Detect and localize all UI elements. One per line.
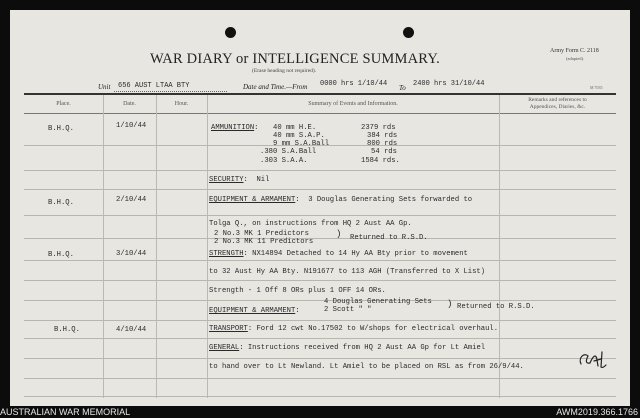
entry-heading-equipment: EQUIPMENT & ARMAMENT: [209,307,300,315]
ammo-item-qty: 54 rds [371,148,397,156]
brace-icon: ) [447,299,453,309]
ammo-item-name: .380 S.A.Ball [260,148,317,156]
form-number: Army Form C. 2118 [550,48,599,54]
column-header-hour: Hour. [174,101,189,107]
entry-place: B.H.Q. [48,251,74,259]
entry-place: B.H.Q. [54,326,80,334]
entry-date: 2/10/44 [116,196,147,204]
column-header-remarks: Remarks and references to Appendices, Diaries, &c. [528,97,587,110]
column-header-place: Place. [56,101,71,107]
entry-text: GENERAL: Instructions received from HQ 2 Aust AA Gp for Lt Amiel [209,344,486,352]
ammo-item-qty: 384 rds [367,132,398,140]
ammo-item-name: 9 mm S.A.Ball [273,140,330,148]
unit-value: 656 AUST LTAA BTY [118,82,190,90]
punch-hole-right [403,27,414,38]
returned-note: Returned to R.S.D. [457,303,535,311]
ammo-item-qty: 2379 rds [361,124,396,132]
entry-text: to 32 Aust Hy AA Bty. N191677 to 113 AGH (Transferred to X List) [209,268,486,276]
date-to-value: 2400 hrs 31/10/44 [413,80,485,88]
entry-text: to hand over to Lt Newland. Lt Amiel to be placed on RSL as from 26/9/44. [209,363,524,371]
date-from-value: 0000 hrs 1/10/44 [320,80,388,88]
entry-text: Tolga Q., on instructions from HQ 2 Aust AA Gp. [209,220,412,228]
ammo-item-qty: 1584 rds. [361,157,400,165]
entry-date: 1/10/44 [116,122,147,130]
form-subtitle: (Erase heading not required). [252,68,317,74]
returned-note: Returned to R.S.D. [350,234,428,242]
entry-text: EQUIPMENT & ARMAMENT: 3 Douglas Generating Sets forwarded to [209,196,473,204]
ammo-item-name: 40 mm H.E. [273,124,317,132]
footer-credit: AUSTRALIAN WAR MEMORIAL [0,407,131,417]
form-reference: M 7035 [590,85,603,90]
ammo-item-name: 40 mm S.A.P. [273,132,325,140]
generator-list: 4 Douglas Generating Sets 2 Scott " " [324,298,432,314]
entry-text: Strength - 1 Off 8 ORs plus 1 OFF 14 ORs. [209,287,386,295]
entry-text: STRENGTH: NX14894 Detached to 14 Hy AA Bty prior to movement [209,250,468,258]
entry-date: 4/10/44 [116,326,147,334]
diary-sheet [10,10,630,406]
ammo-item-name: .303 S.A.A. [260,157,308,165]
entry-text: TRANSPORT: Ford 12 cwt No.17502 to W/shops for electrical overhaul. [209,325,499,333]
predictor-list: 2 No.3 MK 1 Predictors 2 No.3 MK 11 Predictors [214,230,314,246]
form-title: WAR DIARY or INTELLIGENCE SUMMARY. [150,51,440,67]
entry-place: B.H.Q. [48,199,74,207]
column-header-summary: Summary of Events and Information. [308,101,398,107]
column-header-date: Date. [123,101,136,107]
unit-label: Unit [98,83,111,91]
date-time-label: Date and Time.—From [243,83,308,91]
punch-hole-left [225,27,236,38]
date-to-label: To [399,84,406,92]
table-top-rule [24,93,616,95]
entry-heading-ammunition: AMMUNITION: [211,124,259,132]
form-adapted: (adapted). [566,56,585,61]
ammo-item-qty: 800 rds [367,140,398,148]
signature [576,348,608,372]
brace-icon: ) [336,229,342,239]
footer-accession-number: AWM2019.366.1766 [556,407,638,417]
entry-date: 3/10/44 [116,250,147,258]
entry-heading-security: SECURITY: Nil [209,176,270,184]
entry-place: B.H.Q. [48,125,74,133]
